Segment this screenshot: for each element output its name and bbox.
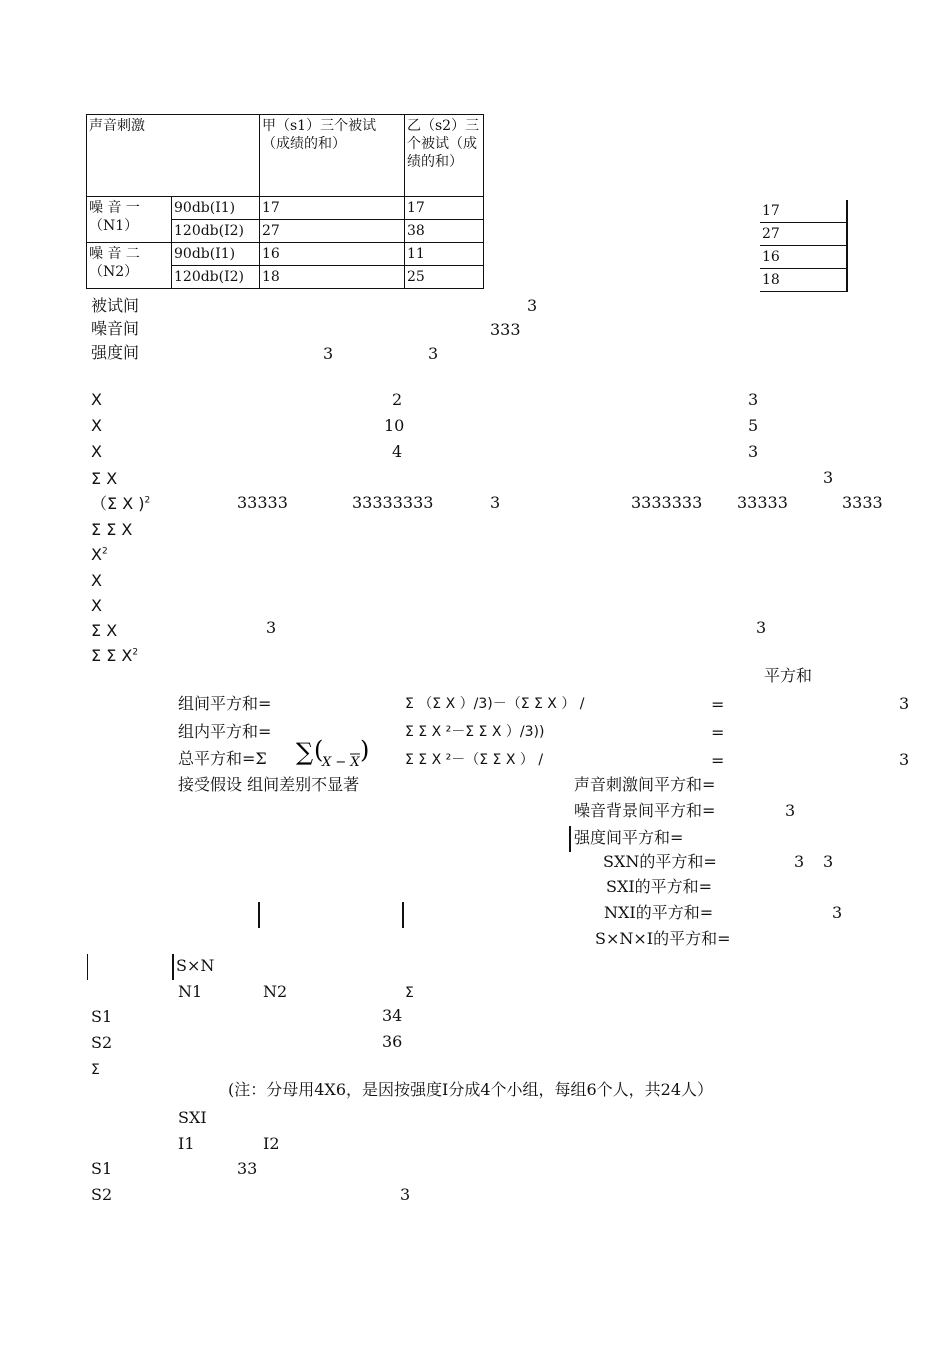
sum-of-deviations-formula-image xyxy=(296,734,376,773)
sxn-ss-value-1: 3 xyxy=(794,852,805,871)
x-label: X xyxy=(91,416,102,435)
sxn-col-n1: N1 xyxy=(178,982,203,1001)
sxn-row-sum: Σ xyxy=(91,1062,100,1078)
intensity-ss-label: 强度间平方和= xyxy=(574,828,684,847)
sum-x-label: Σ X xyxy=(91,621,118,640)
nxi-ss-label: NXI的平方和= xyxy=(604,903,714,922)
sxn-row-s2: S2 xyxy=(91,1033,113,1052)
s1-cell: 16 xyxy=(260,243,405,266)
between-group-ss-label: 组间平方和= xyxy=(178,694,272,713)
sq-value: 33333 xyxy=(237,493,288,512)
sq-value: 33333 xyxy=(737,493,788,512)
x-label: X xyxy=(91,596,102,615)
sum-sum-x-squared-label: Σ Σ $X^2$ xyxy=(91,646,139,665)
sum-cell: 17 xyxy=(760,200,846,223)
equals-sign: = xyxy=(711,695,725,714)
sxnxi-ss-label: S×N×I的平方和= xyxy=(595,929,731,948)
x-row1-a: 2 xyxy=(392,390,403,409)
noise-ss-value: 3 xyxy=(785,801,796,820)
x-row2-a: 10 xyxy=(384,416,405,435)
sxi-row-s2: S2 xyxy=(91,1185,113,1204)
header-s2: 乙（s2）三个被试（成绩的和） xyxy=(405,115,484,197)
table-row xyxy=(87,197,484,220)
sum-cell: 18 xyxy=(760,269,846,292)
total-formula: Σ Σ X ²－（Σ Σ X ） / xyxy=(405,752,544,768)
table-row xyxy=(87,243,484,266)
intensity-cell: 120db(I2) xyxy=(172,220,260,243)
sxn-row-s1: S1 xyxy=(91,1007,113,1026)
sum-x-value-a: 3 xyxy=(266,618,277,637)
sxi-row-s1: S1 xyxy=(91,1159,113,1178)
between-subjects-label: 被试间 xyxy=(91,296,140,315)
stimulus-ss-label: 声音刺激间平方和= xyxy=(574,775,716,794)
sxi-row-s1-value: 33 xyxy=(237,1159,258,1178)
within-group-ss-label: 组内平方和= xyxy=(178,722,272,741)
between-intensity-label: 强度间 xyxy=(91,343,140,362)
sum-x-value: 3 xyxy=(823,468,834,487)
header-stimulus: 声音刺激 xyxy=(87,115,260,197)
conclusion-text: 接受假设 组间差别不显著 xyxy=(178,775,360,794)
sum-of-squares-header: 平方和 xyxy=(764,666,813,685)
sum-column-table xyxy=(760,200,848,292)
equals-sign: = xyxy=(711,751,725,770)
x-row1-b: 3 xyxy=(748,390,759,409)
sxi-ss-label: SXI的平方和= xyxy=(606,877,713,896)
divider-mark xyxy=(87,954,88,980)
x-label: X xyxy=(91,571,102,590)
x-squared-label: $X^2$ xyxy=(91,545,108,564)
sum-x-value-b: 3 xyxy=(756,618,767,637)
intensity-cell: 120db(I2) xyxy=(172,266,260,289)
sxi-col-i2: I2 xyxy=(263,1134,280,1153)
svg-text:X − X: X − X xyxy=(322,755,360,770)
sq-value: 33333333 xyxy=(352,493,434,512)
x-row2-b: 5 xyxy=(748,416,759,435)
sxn-row-s2-value: 36 xyxy=(382,1032,403,1051)
divider-mark xyxy=(258,902,260,928)
within-group-formula: Σ Σ X ²－Σ Σ X ）/3)) xyxy=(405,724,545,740)
data-table xyxy=(86,114,484,289)
sxn-ss-label: SXN的平方和= xyxy=(603,852,717,871)
s2-cell: 11 xyxy=(405,243,484,266)
svg-text:(: ( xyxy=(314,736,324,764)
noise-ss-label: 噪音背景间平方和= xyxy=(574,801,716,820)
equals-sign: = xyxy=(711,723,725,742)
sxi-col-i1: I1 xyxy=(178,1134,195,1153)
total-value: 3 xyxy=(899,750,910,769)
svg-text:∑: ∑ xyxy=(296,738,314,766)
between-subjects-value: 3 xyxy=(527,296,538,315)
divider-mark xyxy=(402,902,404,928)
sq-value: 3333333 xyxy=(631,493,703,512)
sq-value: 3333 xyxy=(842,493,883,512)
sxi-table-title: SXI xyxy=(178,1108,207,1127)
sum-x-label: Σ X xyxy=(91,469,118,488)
sxn-col-sum: Σ xyxy=(405,985,414,1001)
between-intensity-value-1: 3 xyxy=(323,344,334,363)
divider-mark xyxy=(172,954,174,980)
svg-text:): ) xyxy=(360,736,370,764)
s1-cell: 17 xyxy=(260,197,405,220)
sxn-table-title: S×N xyxy=(176,956,215,975)
sq-sum-label: （Σ X )$^2$ xyxy=(91,494,151,513)
cursor-bar xyxy=(569,826,571,852)
between-noise-value: 333 xyxy=(490,320,521,339)
s2-cell: 38 xyxy=(405,220,484,243)
header-s1: 甲（s1）三个被试（成绩的和） xyxy=(260,115,405,197)
between-noise-label: 噪音间 xyxy=(91,319,140,338)
s1-cell: 27 xyxy=(260,220,405,243)
sum-sum-x-label: Σ Σ X xyxy=(91,520,133,539)
table-header-row xyxy=(87,115,484,197)
total-ss-label: 总平方和=Σ xyxy=(178,749,267,768)
noise-2-label: 噪 音 二（N2） xyxy=(87,243,172,289)
s1-cell: 18 xyxy=(260,266,405,289)
between-group-value: 3 xyxy=(899,694,910,713)
sum-cell: 27 xyxy=(760,223,846,246)
intensity-cell: 90db(I1) xyxy=(172,197,260,220)
s2-cell: 17 xyxy=(405,197,484,220)
sxn-ss-value-2: 3 xyxy=(823,852,834,871)
x-label: X xyxy=(91,390,102,409)
sum-cell: 16 xyxy=(760,246,846,269)
denominator-note: (注：分母用4X6，是因按强度I分成4个小组，每组6个人，共24人） xyxy=(228,1080,714,1099)
noise-1-label: 噪 音 一（N1） xyxy=(87,197,172,243)
intensity-cell: 90db(I1) xyxy=(172,243,260,266)
between-group-formula: Σ （Σ X ）/3)－（Σ Σ X ） / xyxy=(405,696,585,712)
x-label: X xyxy=(91,442,102,461)
sxn-row-s1-value: 34 xyxy=(382,1006,403,1025)
sxn-col-n2: N2 xyxy=(263,982,288,1001)
nxi-ss-value: 3 xyxy=(832,903,843,922)
between-intensity-value-2: 3 xyxy=(428,344,439,363)
sxi-row-s2-value: 3 xyxy=(400,1185,411,1204)
x-row3-a: 4 xyxy=(392,442,403,461)
sq-value: 3 xyxy=(490,493,501,512)
x-row3-b: 3 xyxy=(748,442,759,461)
s2-cell: 25 xyxy=(405,266,484,289)
